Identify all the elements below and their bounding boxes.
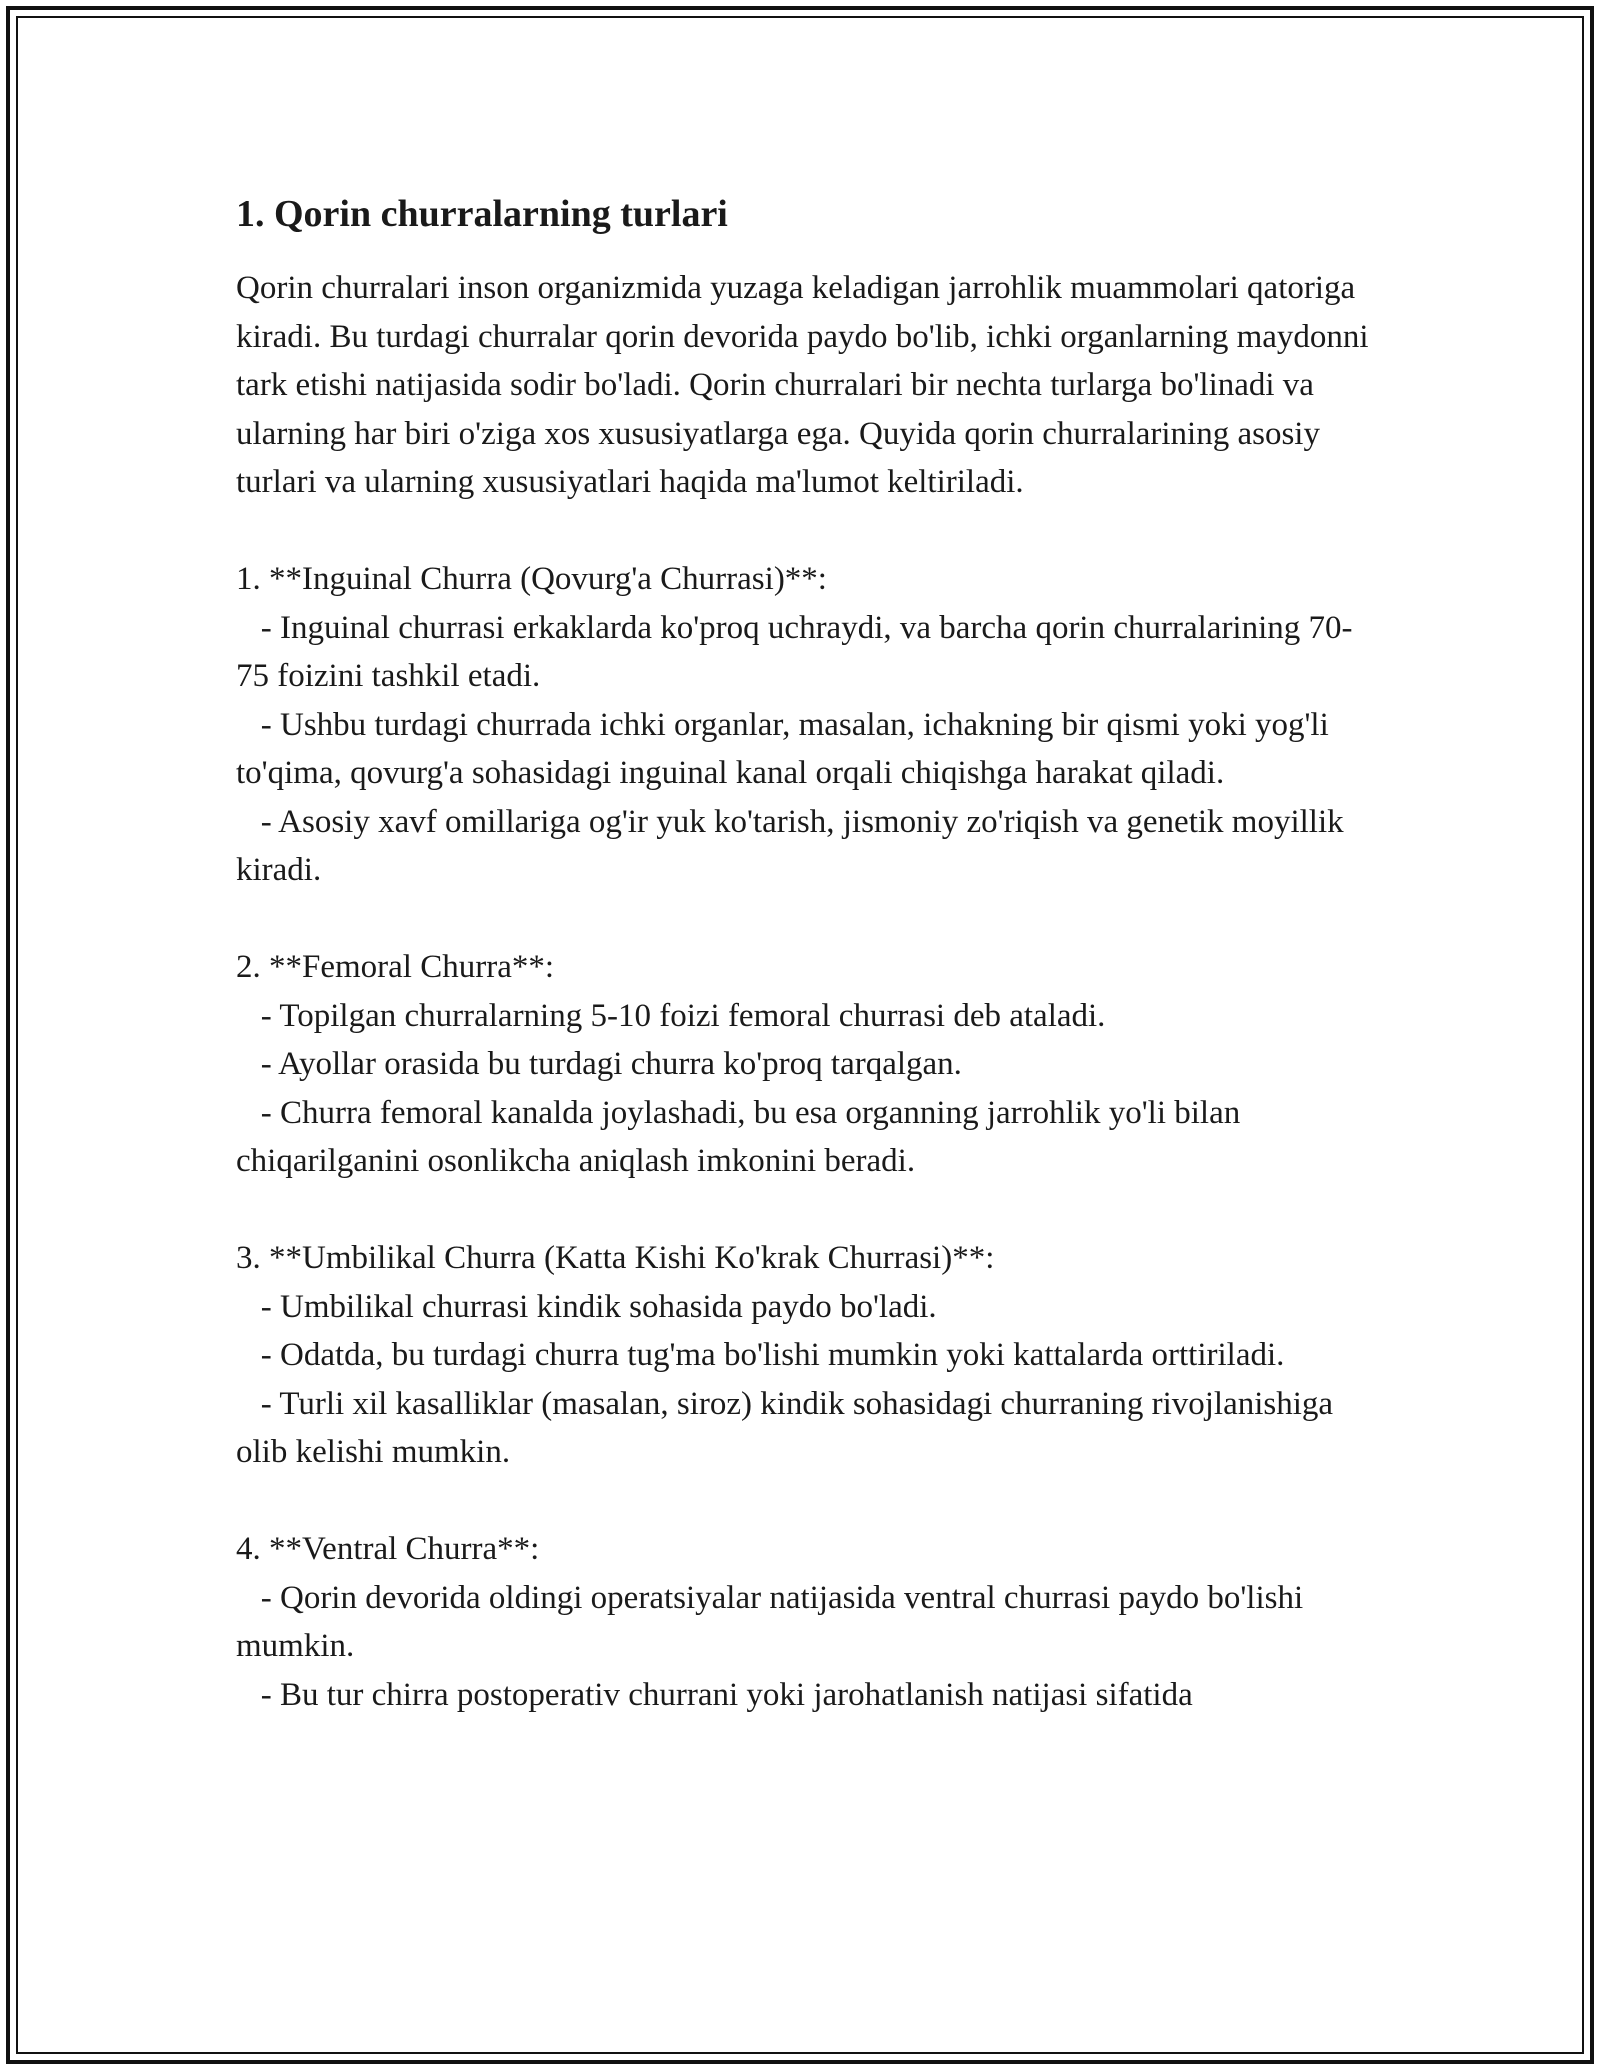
hernia-type-4 — [236, 1525, 1376, 1719]
bullet-item: - Qorin devorida oldingi operatsiyalar natijasida ventral churrasi paydo bo'lishi mumkin. — [236, 1579, 1312, 1664]
spacer — [236, 507, 1376, 556]
hernia-type-title: 4. **Ventral Churra**: — [236, 1531, 540, 1567]
bullet-item: - Topilgan churralarning 5-10 foizi femoral churrasi deb ataladi. — [236, 997, 1106, 1034]
intro-paragraph: Qorin churralari inson organizmida yuzaga keladigan jarrohlik muammolari qatoriga kiradi. Bu turdagi churralar qorin devorida paydo bo'lib, ichki organlarning maydonni tark etishi natijasida sodir bo'ladi. Qorin churralari bir nechta turlarga bo'linadi va ularning har biri o'ziga xos xususiyatlarga ega. Quyida qorin churralarining asosiy turlari va ularning xususiyatlari haqida ma'lumot keltiriladi. — [236, 270, 1369, 500]
hernia-type-1 — [236, 555, 1376, 895]
hernia-type-title: 2. **Femoral Churra**: — [236, 949, 555, 985]
hernia-type-2 — [236, 943, 1376, 1186]
document-body — [236, 186, 1376, 1719]
hernia-type-3 — [236, 1234, 1376, 1477]
spacer — [236, 895, 1376, 944]
spacer — [236, 1186, 1376, 1235]
bullet-item: - Turli xil kasalliklar (masalan, siroz) kindik sohasidagi churraning rivojlanishiga olib kelishi mumkin. — [236, 1385, 1342, 1470]
hernia-type-title: 3. **Umbilikal Churra (Katta Kishi Ko'krak Churrasi)**: — [236, 1240, 995, 1276]
spacer — [236, 1477, 1376, 1526]
section-heading: 1. Qorin churralarning turlari — [236, 193, 728, 235]
bullet-item: - Asosiy xavf omillariga og'ir yuk ko'tarish, jismoniy zo'riqish va genetik moyillik kiradi. — [236, 803, 1352, 888]
bullet-item: - Churra femoral kanalda joylashadi, bu esa organning jarrohlik yo'li bilan chiqarilganini osonlikcha aniqlash imkonini beradi. — [236, 1094, 1249, 1179]
bullet-item: - Bu tur chirra postoperativ churrani yoki jarohatlanish natijasi sifatida — [236, 1676, 1193, 1713]
bullet-item: - Ushbu turdagi churrada ichki organlar, masalan, ichakning bir qismi yoki yog'li to'qima, qovurg'a sohasidagi inguinal kanal orqali chiqishga harakat qiladi. — [236, 706, 1338, 791]
bullet-item: - Odatda, bu turdagi churra tug'ma bo'lishi mumkin yoki kattalarda orttiriladi. — [236, 1337, 1285, 1373]
bullet-item: - Umbilikal churrasi kindik sohasida paydo bo'ladi. — [236, 1288, 937, 1325]
bullet-item: - Inguinal churrasi erkaklarda ko'proq uchraydi, va barcha qorin churralarining 70-75 foizini tashkil etadi. — [236, 609, 1353, 694]
hernia-type-title: 1. **Inguinal Churra (Qovurg'a Churrasi)**: — [236, 561, 827, 597]
bullet-item: - Ayollar orasida bu turdagi churra ko'proq tarqalgan. — [236, 1046, 962, 1082]
